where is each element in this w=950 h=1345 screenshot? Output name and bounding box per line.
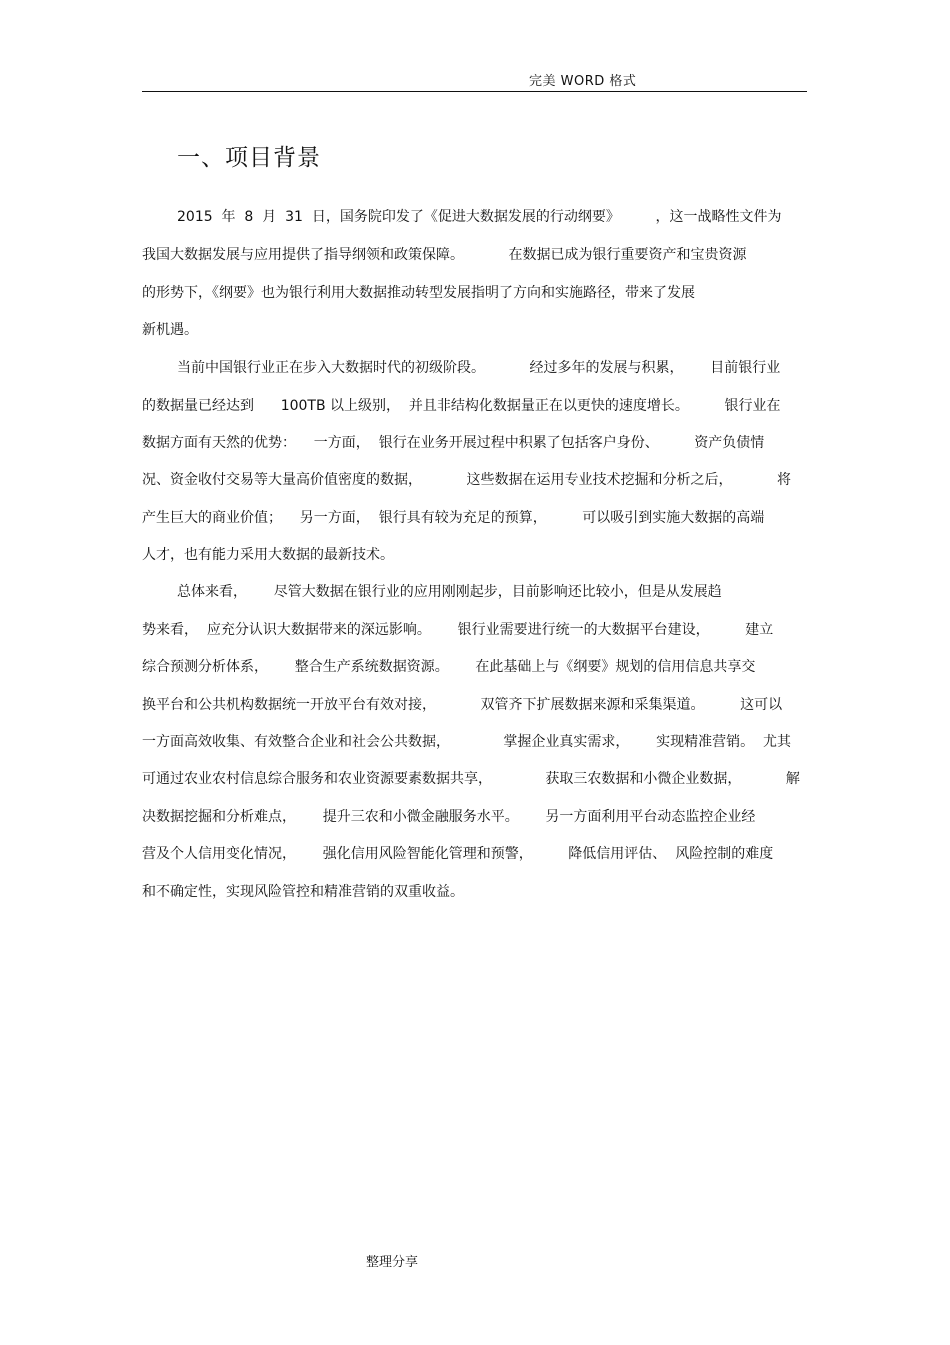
text-line: 势来看， 应充分认识大数据带来的深远影响。 银行业需要进行统一的大数据平台建设， 建立 [142,622,774,638]
page-header-text: 完美 WORD 格式 [529,74,637,89]
text-line: 可通过农业农村信息综合服务和农业资源要素数据共享， 获取三农数据和小微企业数据， 解 [142,771,800,787]
page-footer-text: 整理分享 [366,1255,419,1270]
text-line: 况、资金收付交易等大量高价值密度的数据， 这些数据在运用专业技术挖掘和分析之后， 将 [142,472,792,488]
text-line: 总体来看， 尽管大数据在银行业的应用刚刚起步，目前影响还比较小，但是从发展趋 [177,584,722,600]
text-line: 营及个人信用变化情况， 强化信用风险智能化管理和预警， 降低信用评估、 风险控制的难度 [142,846,774,862]
section-heading: 一、项目背景 [177,145,321,171]
text-line: 的形势下，《纲要》也为银行利用大数据推动转型发展指明了方向和实施路径，带来了发展 [142,285,695,301]
text-line: 综合预测分析体系， 整合生产系统数据资源。 在此基础上与《纲要》规划的信用信息共享交 [142,659,756,675]
text-line: 2015 年 8 月 31 日，国务院印发了《促进大数据发展的行动纲要》 ，这一战略性文件为 [177,209,782,225]
text-line: 和不确定性，实现风险管控和精准营销的双重收益。 [142,884,464,900]
text-line: 人才，也有能力采用大数据的最新技术。 [142,547,394,563]
text-line: 决数据挖掘和分析难点， 提升三农和小微金融服务水平。 另一方面利用平台动态监控企业经 [142,809,756,825]
text-line: 我国大数据发展与应用提供了指导纲领和政策保障。 在数据已成为银行重要资产和宝贵资源 [142,247,747,263]
text-line: 数据方面有天然的优势： 一方面， 银行在业务开展过程中积累了包括客户身份、 资产负债情 [142,435,765,451]
text-line: 产生巨大的商业价值； 另一方面， 银行具有较为充足的预算， 可以吸引到实施大数据的高端 [142,510,765,526]
text-line: 当前中国银行业正在步入大数据时代的初级阶段。 经过多年的发展与积累， 目前银行业 [177,360,781,376]
text-line: 新机遇。 [142,322,198,338]
header-divider [142,91,807,92]
text-line: 的数据量已经达到 100TB 以上级别， 并且非结构化数据量正在以更快的速度增长。 银行业在 [142,398,781,414]
text-line: 一方面高效收集、有效整合企业和社会公共数据， 掌握企业真实需求， 实现精准营销。 尤其 [142,734,792,750]
text-line: 换平台和公共机构数据统一开放平台有效对接， 双管齐下扩展数据来源和采集渠道。 这可以 [142,697,783,713]
